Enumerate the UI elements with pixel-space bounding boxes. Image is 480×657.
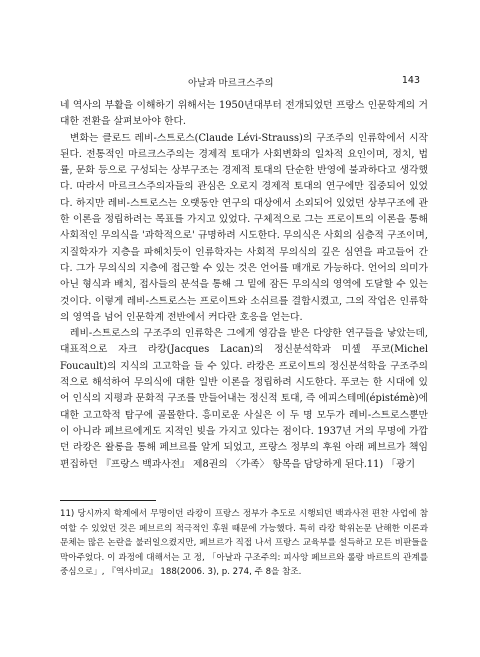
page-number: 143 (401, 75, 420, 86)
paragraph-levi-strauss: 변화는 클로드 레비-스트로스(Claude Lévi-Strauss)의 구조주의 인류학에서 시작된다. 전통적인 마르크스주의는 경제적 토대가 사회변화의 일차적 요인이며, 정치, 법률, 문화 등으로 구성되는 상부구조는 경제적 토대의 단순한 반영에 불과하다고 생각했다. 따라서 마르크스주의자들의 관심은 오로지 경제적 토대의 연구에만 집중되어 있었다. 하지만 레비-스트로스는 오랫동안 연구의 대상에서 소외되어 있었던 상부구조에 관한 이론을 정립하려는 목표를 가지고 있었다. 구체적으로 그는 프로이트의 이론을 통해 사회적인 무의식을 '과학적으로' 규명하려 시도한다. 무의식은 사회의 심층적 구조이며, 지질학자가 지층을 파헤치듯이 인류학자는 사회적 무의식의 깊은 심연을 파고들어 간다. 그가 무의식의 지층에 접근할 수 있는 것은 언어를 매개로 가능하다. 언어의 의미가 아닌 형식과 배치, 접사들의 분석을 통해 그 밑에 잠든 무의식의 영역에 도달할 수 있는 것이다. 이렇게 레비-스트로스는 프로이트와 소쉬르를 결합시켰고, 그의 작업은 인류학의 영역을 넘어 인문학계 전반에서 커다란 호응을 얻는다. (60, 132, 428, 323)
footnote-divider (60, 500, 156, 501)
running-title: 아날과 마르크스주의 (188, 78, 274, 89)
body-text (60, 98, 428, 473)
paragraph-continuation: 네 역사의 부활을 이해하기 위해서는 1950년대부터 전개되었던 프랑스 인문학계의 거대한 전환을 살펴보아야 한다. (60, 100, 428, 128)
running-header (60, 72, 420, 90)
paragraph-lacan-foucault: 레비-스트로스의 구조주의 인류학은 그에게 영감을 받은 다양한 연구들을 낳았는데, 대표적으로 자크 라캉(Jacques Lacan)의 정신분석학과 미셸 푸코(Michel Foucault)의 지식의 고고학을 들 수 있다. 라캉은 프로이트의 정신분석학을 구조주의적으로 해석하여 무의식에 대한 일반 이론을 정립하려 시도한다. 푸코는 한 시대에 있어 인식의 지평과 문화적 구조를 만들어내는 정신적 토대, 즉 에피스테메(épistémè)에 대한 고고학적 탐구에 골몰한다. 흥미로운 사실은 이 두 명 모두가 레비-스트로스뿐만이 아니라 페브르에게도 지적인 빚을 가지고 있다는 점이다. 1937년 거의 무명에 가깝던 라캉은 왈롱을 통해 페브르를 알게 되었고, 프랑스 정부의 후원 아래 페브르가 책임 편집하던 『프랑스 백과사전』 제8권의 〈가족〉 항목을 담당하게 된다.11) 「광기 (60, 328, 428, 470)
footnote-11: 11) 당시까지 학계에서 무명이던 라캉이 프랑스 정부가 추도로 시행되던 백과사전 편찬 사업에 참여할 수 있었던 것은 페브르의 적극적인 후원 때문에 가능했다. 특히 라캉 학위논문 난해한 이론과 문체는 많은 논란을 불러일으켰지만, 페브르가 직접 나서 프랑스 교육부를 설득하고 모든 비판들을 막아주었다. 이 과정에 대해서는 고 정, 「아날과 구조주의: 피사앙 페브르와 롤랑 바르트의 관계를 중심으로」, 『역사비교』 188(2006. 3), p. 274, 주 8을 참조. (60, 509, 428, 577)
